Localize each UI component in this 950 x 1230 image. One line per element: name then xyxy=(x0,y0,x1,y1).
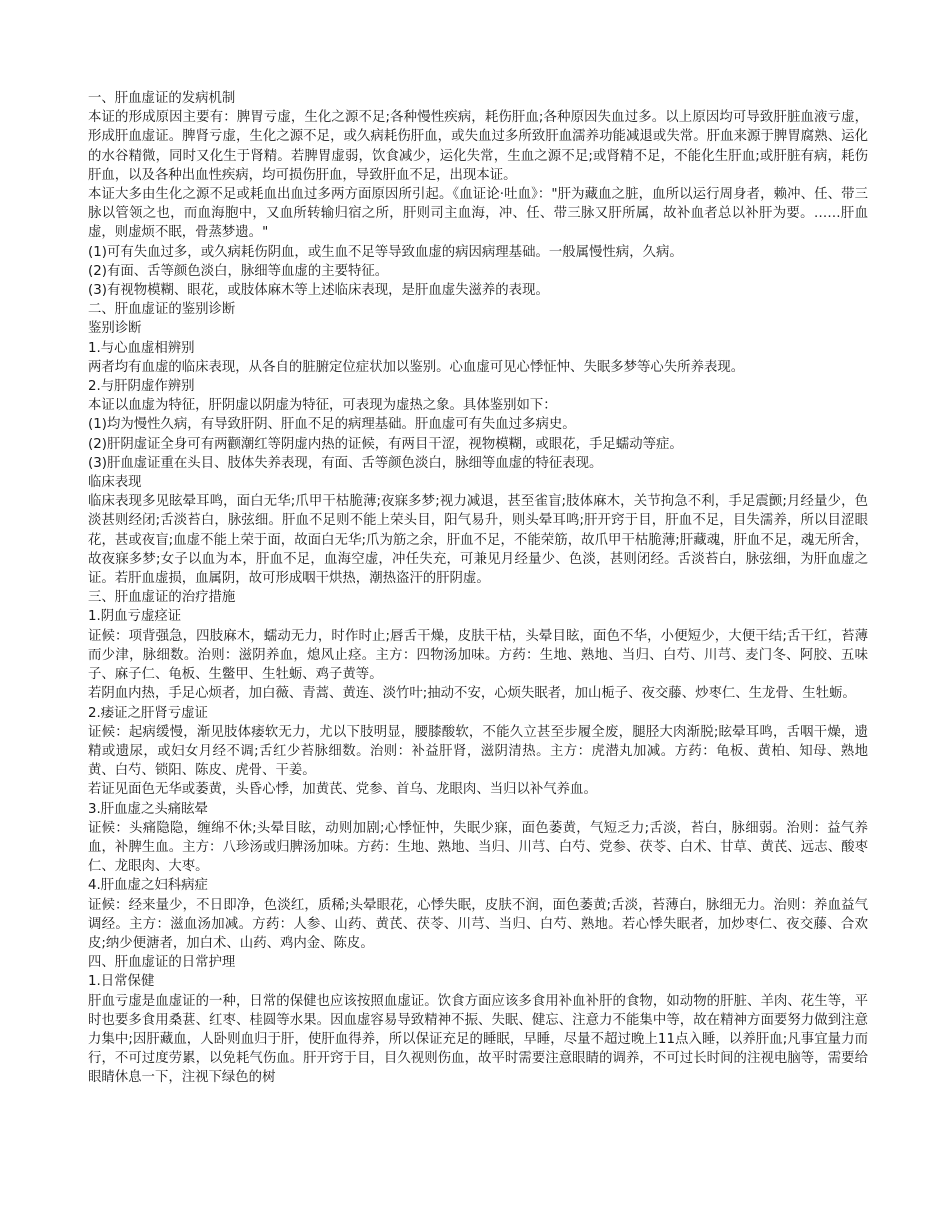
treatment-2-text: 证候：起病缓慢，渐见肢体痿软无力，尤以下肢明显，腰膝酸软，不能久立甚至步履全废，腿胫大肉渐脱;眩晕耳鸣，舌咽干燥，遗精或遗尿，或妇女月经不调;舌红少苔脉细数。治则：补益肝肾，滋阴清热。主方：虎潜丸加减。方药：龟板、黄柏、知母、熟地黄、白芍、锁阳、陈皮、虎骨、干姜。 xyxy=(88,724,868,779)
diagnosis-1-text: 两者均有血虚的临床表现，从各自的脏腑定位症状加以鉴别。心血虚可见心悸怔忡、失眠多梦等心失所养表现。 xyxy=(88,359,745,375)
section-2-heading: 二、肝血虚证的鉴别诊断 xyxy=(88,302,236,318)
section-2-subheading: 鉴别诊断 xyxy=(88,321,142,337)
document-page xyxy=(88,89,868,1088)
treatment-2-extra: 若证见面色无华或萎黄，头昏心悸，加黄芪、党参、首乌、龙眼肉、当归以补气养血。 xyxy=(88,782,597,798)
section-1-item-1: (1)可有失血过多，或久病耗伤阴血，或生血不足等导致血虚的病因病理基础。一般属慢性病，久病。 xyxy=(88,244,683,260)
treatment-1-extra: 若阴血内热，手足心烦者，加白薇、青蒿、黄连、淡竹叶;抽动不安，心烦失眠者，加山栀子、夜交藤、炒枣仁、生龙骨、生牡蛎。 xyxy=(88,686,856,702)
diagnosis-2-item-1: (1)均为慢性久病，有导致肝阴、肝血不足的病理基础。肝血虚可有失血过多病史。 xyxy=(88,417,576,433)
section-4-heading: 四、肝血虚证的日常护理 xyxy=(88,955,236,971)
diagnosis-2-text: 本证以血虚为特征，肝阴虚以阴虚为特征，可表现为虚热之象。具体鉴别如下： xyxy=(88,398,557,414)
clinical-text: 临床表现多见眩晕耳鸣，面白无华;爪甲干枯脆薄;夜寐多梦;视力减退，甚至雀盲;肢体麻木，关节拘急不利，手足震颤;月经量少，色淡甚则经闭;舌淡苔白，脉弦细。肝血不足则不能上荣头目，阳气易升，则头晕耳鸣;肝开窍于目，肝血不足，目失濡养，所以目涩眼花，甚或夜盲;血虚不能上荣于面，故面白无华;爪为筋之余，肝血不足，不能荣筋，故爪甲干枯脆薄;肝藏魂，肝血不足，魂无所舍，故夜寐多梦;女子以血为本，肝血不足，血海空虚，冲任失充，可兼见月经量少、色淡，甚则闭经。舌淡苔白，脉弦细，为肝血虚之证。若肝血虚损，血属阴，故可形成咽干烘热，潮热盗汗的肝阴虚。 xyxy=(88,494,868,587)
care-1-text: 肝血亏虚是血虚证的一种，日常的保健也应该按照血虚证。饮食方面应该多食用补血补肝的食物，如动物的肝脏、羊肉、花生等，平时也要多食用桑葚、红枣、桂圆等水果。因血虚容易导致精神不振、失眠、健忘、注意力不能集中等，故在精神方面要努力做到注意力集中;因肝藏血，人卧则血归于肝，使肝血得养，所以保证充足的睡眠，早睡，尽量不超过晚上11点入睡，以养肝血;凡事宜量力而行，不可过度劳累，以免耗气伤血。肝开窍于目，目久视则伤血，故平时需要注意眼睛的调养，不可过长时间的注视电脑等，需要给眼睛休息一下，注视下绿色的树 xyxy=(88,993,868,1086)
treatment-3-text: 证候：头痛隐隐，缠绵不休;头晕目眩，动则加剧;心悸怔忡，失眠少寐，面色萎黄，气短乏力;舌淡，苔白，脉细弱。治则：益气养血，补脾生血。主方：八珍汤或归脾汤加味。方药：生地、熟地、当归、川芎、白芍、党参、茯苓、白术、甘草、黄芪、远志、酸枣仁、龙眼肉、大枣。 xyxy=(88,820,868,875)
care-1-title: 1.日常保健 xyxy=(88,974,155,990)
clinical-title: 临床表现 xyxy=(88,475,142,491)
diagnosis-2-item-3: (3)肝血虚证重在头目、肢体失养表现，有面、舌等颜色淡白，脉细等血虚的特征表现。 xyxy=(88,455,603,471)
section-1-heading: 一、肝血虚证的发病机制 xyxy=(88,91,236,106)
section-1-item-2: (2)有面、舌等颜色淡白，脉细等血虚的主要特征。 xyxy=(88,263,389,279)
section-3-heading: 三、肝血虚证的治疗措施 xyxy=(88,590,236,606)
treatment-2-title: 2.痿证之肝肾亏虚证 xyxy=(88,705,208,721)
treatment-1-title: 1.阴血亏虚痉证 xyxy=(88,609,182,625)
diagnosis-2-title: 2.与肝阴虚作辨别 xyxy=(88,379,195,395)
treatment-1-text: 证候：项背强急，四肢麻木，蠕动无力，时作时止;唇舌干燥，皮肤干枯，头晕目眩，面色不华，小便短少，大便干结;舌干红，苔薄而少津，脉细数。治则：滋阴养血，熄风止痉。主方：四物汤加味。方药：生地、熟地、当归、白芍、川芎、麦门冬、阿胶、五味子、麻子仁、龟板、生鳖甲、生牡蛎、鸡子黄等。 xyxy=(88,628,868,683)
section-1-paragraph-1: 本证的形成原因主要有：脾胃亏虚，生化之源不足;各种慢性疾病，耗伤肝血;各种原因失血过多。以上原因均可导致肝脏血液亏虚，形成肝血虚证。脾肾亏虚，生化之源不足，或久病耗伤肝血，或失血过多所致肝血濡养功能减退或失常。肝血来源于脾胃腐熟、运化的水谷精微，同时又化生于肾精。若脾胃虚弱，饮食减少，运化失常，生血之源不足;或肾精不足，不能化生肝血;或肝脏有病，耗伤肝血，以及各种出血性疾病，均可损伤肝血，导致肝血不足，出现本证。 xyxy=(88,110,868,183)
treatment-3-title: 3.肝血虚之头痛眩晕 xyxy=(88,801,208,817)
treatment-4-text: 证候：经来量少，不日即净，色淡红，质稀;头晕眼花，心悸失眠，皮肤不润，面色萎黄;舌淡，苔薄白，脉细无力。治则：养血益气调经。主方：滋血汤加减。方药：人参、山药、黄芪、茯苓、川芎、当归、白芍、熟地。若心悸失眠者，加炒枣仁、夜交藤、合欢皮;纳少便溏者，加白术、山药、鸡内金、陈皮。 xyxy=(88,897,868,951)
treatment-4-title: 4.肝血虚之妇科病症 xyxy=(88,878,208,894)
section-1-item-3: (3)有视物模糊、眼花，或肢体麻木等上述临床表现，是肝血虚失滋养的表现。 xyxy=(88,283,549,299)
diagnosis-1-title: 1.与心血虚相辨别 xyxy=(88,340,195,356)
section-1-paragraph-2: 本证大多由生化之源不足或耗血出血过多两方面原因所引起。《血证论·吐血》："肝为藏血之脏，血所以运行周身者，赖冲、任、带三脉以管领之也，而血海胞中，又血所转输归宿之所，肝则司主血海，冲、任、带三脉又肝所属，故补血者总以补肝为要。……肝血虚，则虚烦不眠，骨蒸梦遗。" xyxy=(88,187,868,241)
diagnosis-2-item-2: (2)肝阴虚证全身可有两颧潮红等阴虚内热的证候，有两目干涩，视物模糊，或眼花，手足蠕动等症。 xyxy=(88,436,683,452)
